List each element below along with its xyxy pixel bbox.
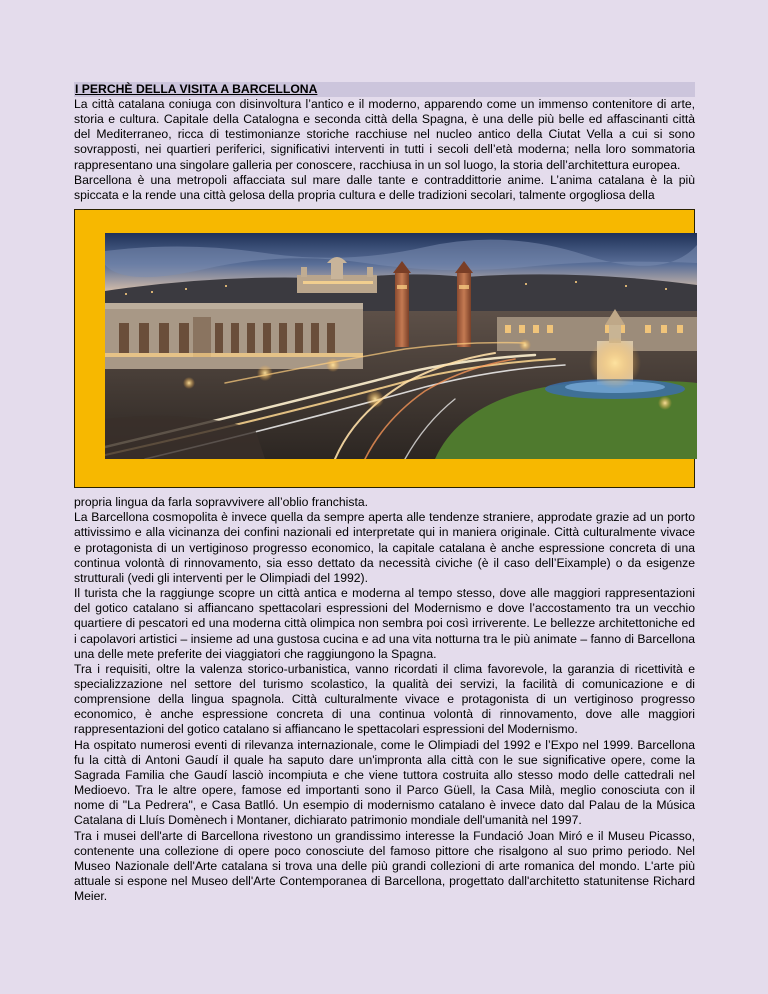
paragraph-musei: Tra i musei dell'arte di Barcellona rivestono un grandissimo interesse la Fundació Joan Miró e il Museu Picasso, contenente una collezione di opere poco conosciute del famoso pittore che risalgono al suo primo periodo. Nel Museo Nazionale dell'Arte catalana si trova una delle più grandi collezioni di arte romanica del mondo. L'arte più attuale si espone nel Museo dell'Arte Contemporanea di Barcellona, progettato dall'architetto statunitense Richard Meier. xyxy=(74,828,695,904)
paragraph-requisiti: Tra i requisiti, oltre la valenza storico-urbanistica, vanno ricordati il clima favorevole, la garanzia di ricettività e specializzazione nel settore del turismo scolastico, la qualità dei servizi, la facilità di comunicazione e di comprensione della lingua spagnola. Città culturalmente vivace e protagonista di un vertiginoso progresso economico, è anche espressione concreta di una continua volontà di rinnovamento, dove alle maggiori rappresentazioni del gotico catalano si affiancano le spettacolari espressioni del Modernismo. xyxy=(74,661,695,737)
left-building xyxy=(105,303,363,369)
paragraph-metropoli: Barcellona è una metropoli affacciata sul mare dalle tante e contraddittorie anime. L’anima catalana è la più spiccata e la rende una città gelosa della propria cultura e delle tradizioni secolari, talmente orgogliosa della xyxy=(74,172,695,202)
document-page xyxy=(74,82,695,904)
photo-frame xyxy=(74,209,695,488)
paragraph-turista: Il turista che la raggiunge scopre un città antica e moderna al tempo stesso, dove alle maggiori rappresentazioni del gotico catalano si affiancano spettacolari espressioni del Modernismo e dove l’accostamento tra un vecchio quartiere di pescatori ed una moderna città olimpica non sembra poi così irriverente. Le bellezze architettoniche ed i capolavori artistici – insieme ad una gustosa cucina e ad una vita notturna tra le più animate – fanno di Barcellona una delle mete preferite dei viaggiatori che raggiungono la Spagna. xyxy=(74,586,695,661)
barcelona-night-photo xyxy=(105,233,697,459)
section-heading: I PERCHÈ DELLA VISITA A BARCELLONA xyxy=(74,82,695,97)
paragraph-intro: La città catalana coniuga con disinvoltura l’antico e il moderno, apparendo come un immenso contenitore di arte, storia e cultura. Capitale della Catalogna e seconda città della Spagna, è una delle più belle ed affascinanti città del Mediterraneo, ricca di testimonianze storiche racchiuse nel nucleo antico della Ciutat Vella a cui si sono sovrapposti, nei quartieri periferici, significativi interventi in tutti i secoli dell’età moderna; nella loro sommatoria rappresentano una singolare galleria per conoscere, racchiusa in un sol luogo, la storia dell’architettura europea. xyxy=(74,97,695,172)
paragraph-cosmopolita: La Barcellona cosmopolita è invece quella da sempre aperta alle tendenze straniere, approdate grazie ad un porto attivissimo e alla vicinanza dei confini nazionali ed interpretate qui in maniera originale. Città culturalmente vivace e protagonista di un vertiginoso progresso economico, la capitale catalana è anche espressione concreta di una continua volontà di rinnovamento, sia esso dettato da necessità civiche (è il caso dell’Eixample) o da esigenze strutturali (vedi gli interventi per le Olimpiadi del 1992). xyxy=(74,510,695,585)
paragraph-lingua: propria lingua da farla sopravvivere all’oblio franchista. xyxy=(74,495,369,510)
paragraph-eventi: Ha ospitato numerosi eventi di rilevanza internazionale, come le Olimpiadi del 1992 e l’Expo nel 1999. Barcellona fu la città di Antoni Gaudí il quale ha saputo dare un'impronta alla città con le sue significative opere, come la Sagrada Familia che Gaudí lasciò incompiuta e che viene tuttora costruita allo stesso modo delle cattedrali nel Medioevo. Tra le altre opere, famose ed importanti sono il Parco Güell, la Casa Milà, meglio conosciuta con il nome di "La Pedrera", e Casa Batlló. Un esempio di modernismo catalano è invece dato dal Palau de la Música Catalana di Lluís Domènech i Montaner, dichiarato patrimonio mondiale dell'umanità nel 1997. xyxy=(74,737,695,828)
